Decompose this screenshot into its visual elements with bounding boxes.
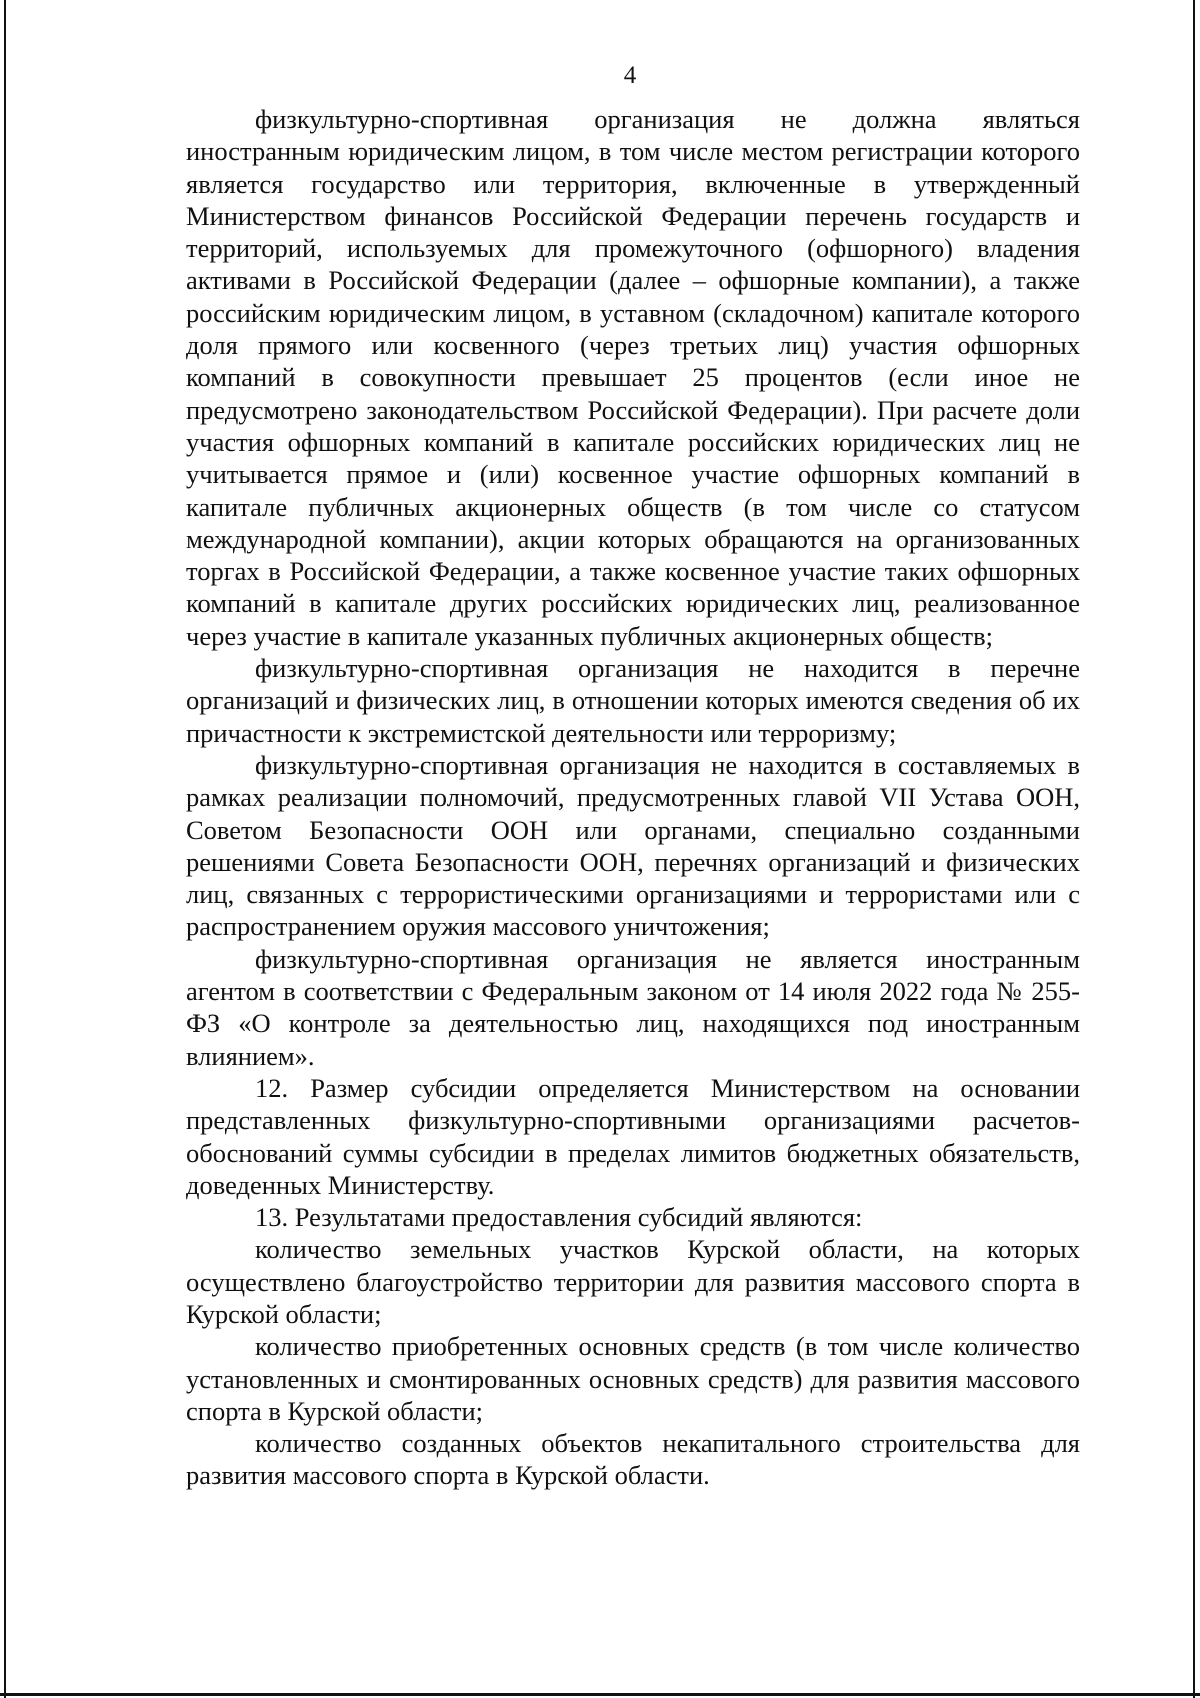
paragraph-12-subsidy-size: 12. Размер субсидии определяется Министерством на основании представленных физкультурно-спортивными организациями расчетов-обоснований суммы субсидии в пределах лимитов бюджетных обязательств, доведенных Министерству. <box>186 1072 1080 1200</box>
page-number: 4 <box>623 62 637 89</box>
paragraph-result-noncapital-objects: количество созданных объектов некапитального строительства для развития массового спорта в Курской области. <box>186 1428 1080 1491</box>
paragraph-extremism-list: физкультурно-спортивная организация не находится в перечне организаций и физических лиц, в отношении которых имеются сведения об их причастности к экстремистской деятельности или терроризму; <box>186 653 1080 748</box>
paragraph-13-results-heading: 13. Результатами предоставления субсидий являются: <box>255 1202 863 1233</box>
scan-edge-left <box>4 0 6 1698</box>
scan-edge-right <box>1193 0 1195 1698</box>
paragraph-result-fixed-assets: количество приобретенных основных средств (в том числе количество установленных и смонтированных основных средств) для развития массового спорта в Курской области; <box>186 1331 1080 1426</box>
scan-edge-bottom <box>0 1693 1200 1696</box>
paragraph-un-sanctions-list: физкультурно-спортивная организация не находится в составляемых в рамках реализации полномочий, предусмотренных главой VII Устава ООН, Советом Безопасности ООН или органами, специально созданными решениями Совета Безопасности ООН, перечнях организаций и физических лиц, связанных с террористическими организациями и террористами или с распространением оружия массового уничтожения; <box>186 749 1080 942</box>
document-body <box>186 103 1080 1492</box>
paragraph-result-land-plots: количество земельных участков Курской области, на которых осуществлено благоустройство территории для развития массового спорта в Курской области; <box>186 1234 1080 1329</box>
paragraph-foreign-agent: физкультурно-спортивная организация не является иностранным агентом в соответствии с Федеральным законом от 14 июля 2022 года № 255-ФЗ «О контроле за деятельностью лиц, находящихся под иностранным влиянием». <box>186 943 1080 1071</box>
paragraph-offshore-requirement: физкультурно-спортивная организация не должна являться иностранным юридическим лицом, в том числе местом регистрации которого является государство или территория, включенные в утвержденный Министерством финансов Российской Федерации перечень государств и территорий, используемых для промежуточного (офшорного) владения активами в Российской Федерации (далее – офшорные компании), а также российским юридическим лицом, в уставном (складочном) капитале которого доля прямого или косвенного (через третьих лиц) участия офшорных компаний в совокупности превышает 25 процентов (если иное не предусмотрено законодательством Российской Федерации). При расчете доли участия офшорных компаний в капитале российских юридических лиц не учитывается прямое и (или) косвенное участие офшорных компаний в капитале публичных акционерных обществ (в том числе со статусом международной компании), акции которых обращаются на организованных торгах в Российской Федерации, а также косвенное участие таких офшорных компаний в капитале других российских юридических лиц, реализованное через участие в капитале указанных публичных акционерных обществ; <box>186 104 1080 651</box>
